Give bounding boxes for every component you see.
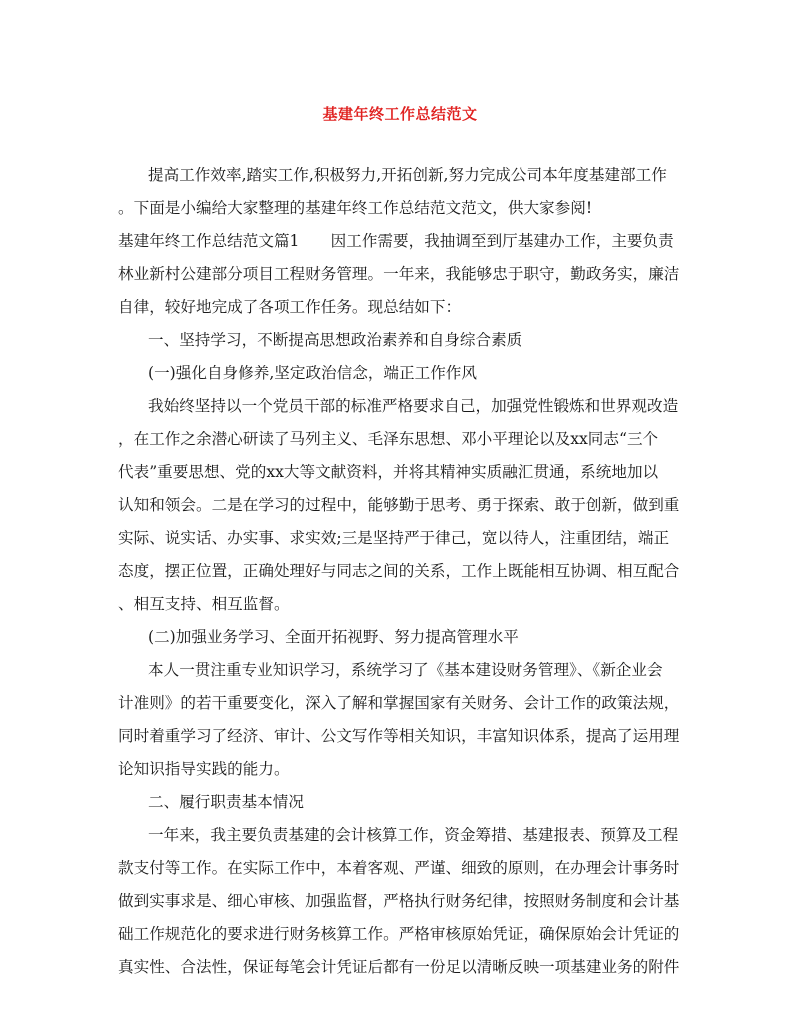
- body-line: 做到实事求是、细心审核、加强监督，严格执行财务纪律，按照财务制度和会计基: [118, 892, 680, 910]
- section-heading: 二、履行职责基本情况: [148, 793, 304, 811]
- subsection-heading: (一)强化自身修养,坚定政治信念，端正工作作风: [148, 364, 477, 382]
- section-heading: 一、坚持学习，不断提高思想政治素养和自身综合素质: [148, 331, 523, 349]
- body-line: 实际、说实话、办实事、求实效;三是坚持严于律己，宽以待人，注重团结，端正: [118, 529, 670, 547]
- body-line: 我始终坚持以一个党员干部的标准严格要求自己，加强党性锻炼和世界观改造: [148, 397, 679, 415]
- body-line: 同时着重学习了经济、审计、公文写作等相关知识，丰富知识体系，提高了运用理: [118, 727, 680, 745]
- subsection-heading: (二)加强业务学习、全面开拓视野、努力提高管理水平: [148, 628, 519, 646]
- body-line: 款支付等工作。在实际工作中，本着客观、严谨、细致的原则，在办理会计事务时: [118, 859, 680, 877]
- body-line: 认知和领会。二是在学习的过程中，能够勤于思考、勇于探索、敢于创新，做到重: [118, 496, 680, 514]
- document-title: 基建年终工作总结范文: [322, 105, 478, 123]
- body-line: 一年来，我主要负责基建的会计核算工作，资金筹措、基建报表、预算及工程: [148, 826, 679, 844]
- body-line: 。下面是小编给大家整理的基建年终工作总结范文范文，供大家参阅!: [118, 199, 593, 217]
- body-line: 础工作规范化的要求进行财务核算工作。严格审核原始凭证，确保原始会计凭证的: [118, 925, 680, 943]
- body-line: 论知识指导实践的能力。: [118, 760, 290, 778]
- body-line: 真实性、合法性，保证每笔会计凭证后都有一份足以清晰反映一项基建业务的附件: [118, 958, 680, 976]
- body-line: 自律，较好地完成了各项工作任务。现总结如下：: [118, 298, 462, 316]
- body-line: ，在工作之余潜心研读了马列主义、毛泽东思想、邓小平理论以及xx同志“三个: [118, 430, 659, 448]
- body-line: 代表”重要思想、党的xx大等文献资料，并将其精神实质融汇贯通，系统地加以: [118, 463, 659, 481]
- body-line: 态度，摆正位置，正确处理好与同志之间的关系，工作上既能相互协调、相互配合: [118, 562, 680, 580]
- body-line: 计准则》的若干重要变化，深入了解和掌握国家有关财务、会计工作的政策法规，: [118, 694, 680, 712]
- body-line: 本人一贯注重专业知识学习，系统学习了《基本建设财务管理》、《新企业会: [148, 661, 663, 679]
- body-line: 提高工作效率,踏实工作,积极努力,开拓创新,努力完成公司本年度基建部工作: [148, 166, 667, 184]
- body-line: 基建年终工作总结范文篇1 因工作需要，我抽调至到厅基建办工作，主要负责: [118, 232, 674, 250]
- body-line: 林业新村公建部分项目工程财务管理。一年来，我能够忠于职守，勤政务实，廉洁: [118, 265, 680, 283]
- body-line: 、相互支持、相互监督。: [118, 595, 290, 613]
